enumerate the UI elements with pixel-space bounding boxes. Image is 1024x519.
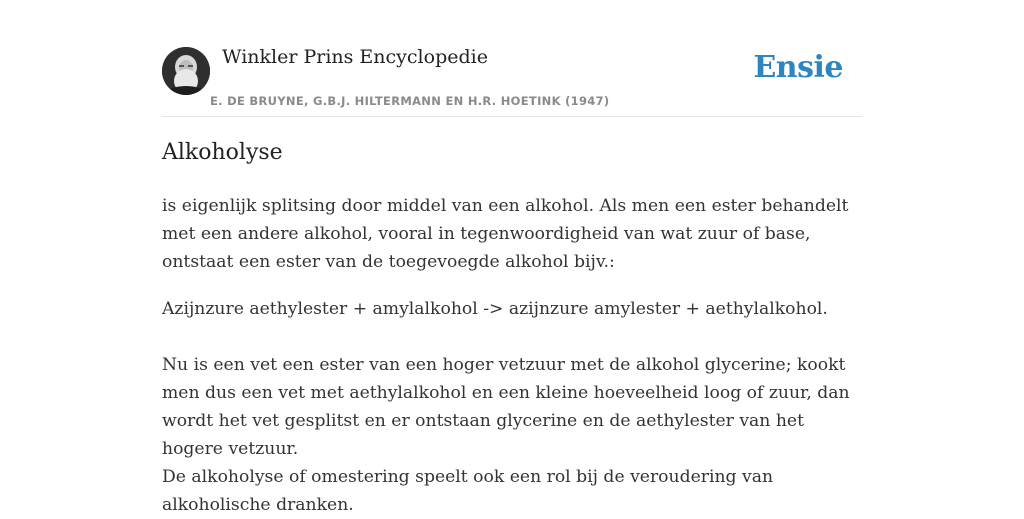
page — [162, 0, 862, 515]
site-title[interactable]: Winkler Prins Encyclopedie — [222, 46, 488, 68]
author-portrait-icon — [162, 47, 210, 95]
article-paragraph: Nu is een vet een ester van een hoger vetzuur met de alkohol glycerine; kookt men dus een vet met aethylalkohol en een kleine hoeveelheid loog of zuur, dan wordt het vet gesplitst en er ontstaan glycerine en de aethylester van het hogere vetzuur. — [162, 355, 850, 459]
article-title: Alkoholyse — [162, 140, 283, 165]
article-paragraph: Azijnzure aethylester + amylalkohol -> azijnzure amylester + aethylalkohol. — [162, 299, 828, 319]
brand-logo[interactable]: Ensie — [753, 50, 843, 85]
site-header — [162, 0, 862, 117]
article-paragraph: is eigenlijk splitsing door middel van een alkohol. Als men een ester behandelt met een andere alkohol, vooral in tegenwoordigheid van wat zuur of base, ontstaat een ester van de toegevoegde alkohol bijv.: — [162, 196, 849, 272]
site-authors: E. DE BRUYNE, G.B.J. HILTERMANN EN H.R. HOETINK (1947) — [210, 94, 610, 108]
article-paragraph: De alkoholyse of omestering speelt ook een rol bij de veroudering van alkoholische dranken. — [162, 467, 774, 515]
author-avatar[interactable] — [162, 47, 210, 95]
